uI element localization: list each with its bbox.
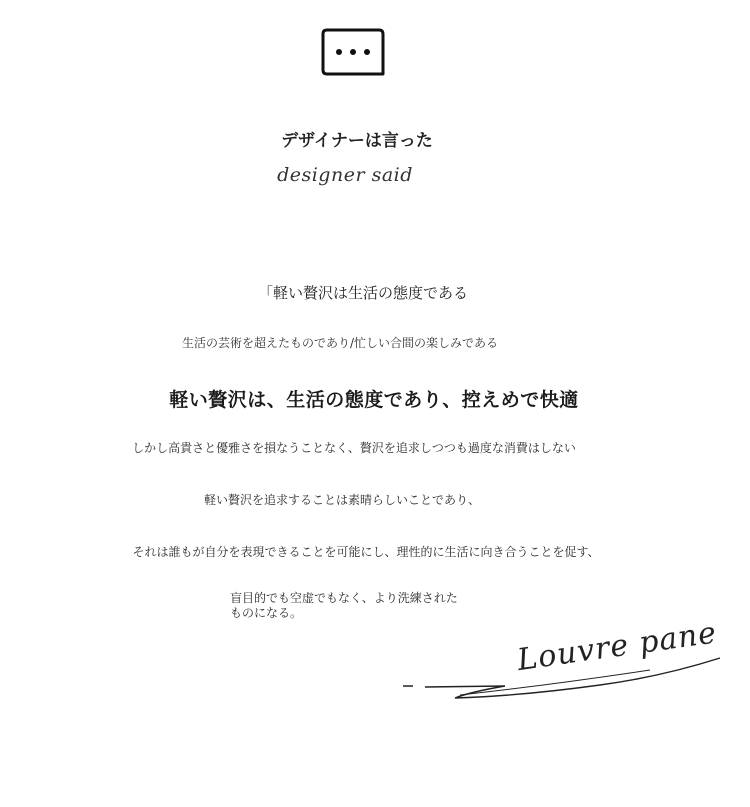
heading-japanese: デザイナーは言った: [281, 131, 433, 151]
chat-bubble-dots-icon: [321, 28, 385, 78]
signature-text: Louvre pane: [515, 615, 720, 678]
body-line: ものになる。: [230, 606, 303, 620]
body-line: しかし高貴さと優雅さを損なうことなく、贅沢を追求しつつも過度な消費はしない: [132, 441, 576, 455]
main-statement: 軽い贅沢は、生活の態度であり、控えめで快適: [169, 389, 579, 411]
body-line: 盲目的でも空虚でもなく、より洗練された: [230, 591, 458, 605]
heading-english-script: designer said: [277, 164, 413, 186]
body-line: 軽い贅沢を追求することは素晴らしいことであり、: [203, 493, 480, 507]
quote-line: 「軽い贅沢は生活の態度である: [257, 284, 468, 302]
body-line: それは誰もが自分を表現できることを可能にし、理性的に生活に向き合うことを促す、: [132, 545, 600, 559]
sub-line: 生活の芸術を超えたものであり/忙しい合間の楽しみである: [181, 336, 499, 350]
